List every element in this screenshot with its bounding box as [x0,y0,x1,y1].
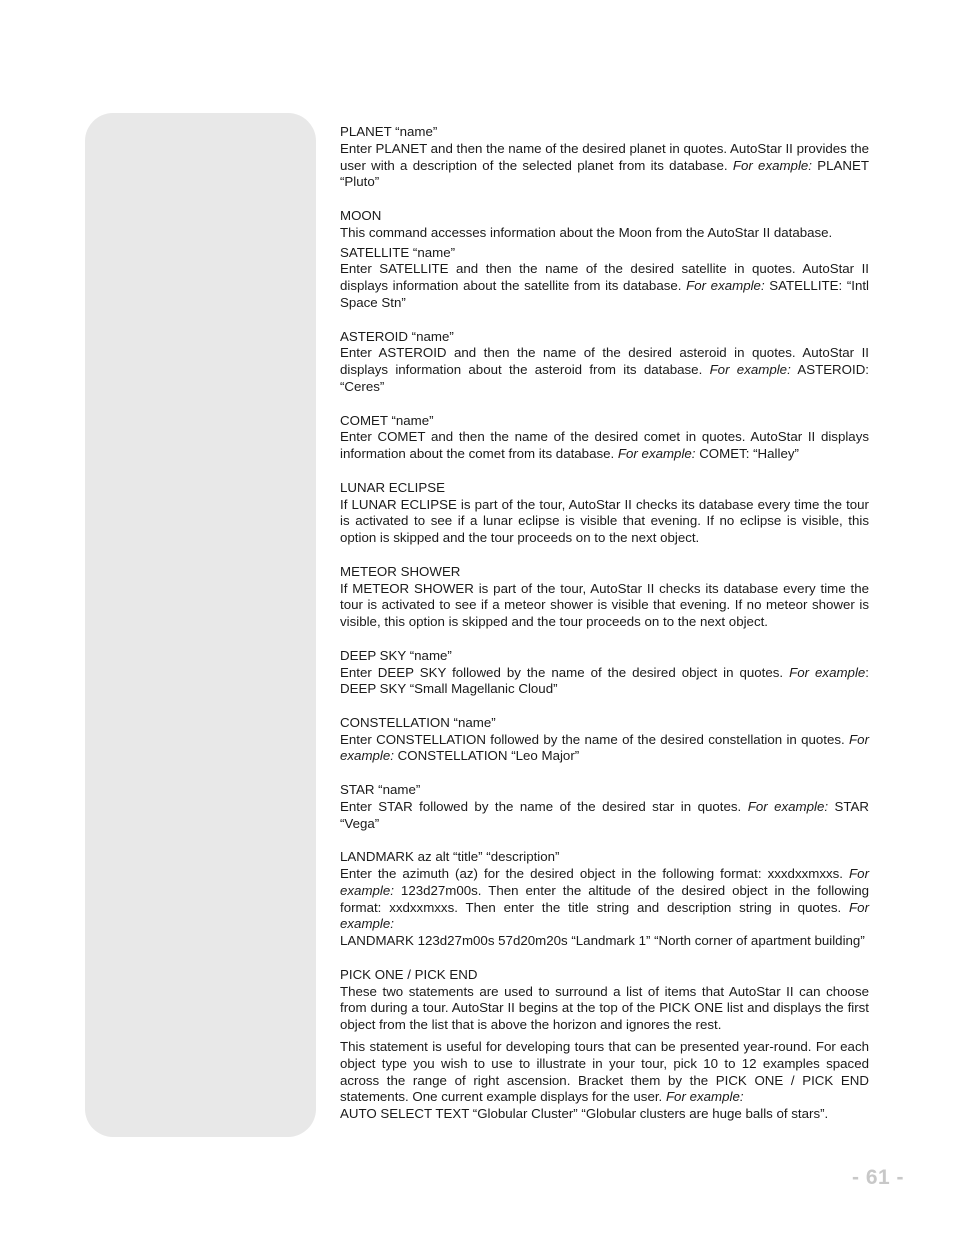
entry-planet [340,124,869,191]
italic-run: For example: [340,866,869,898]
entry-constellation [340,715,869,765]
text-run: ASTEROID: “Ceres” [340,362,869,394]
italic-run: For example: [340,899,869,932]
italic-run: For example: [665,1089,744,1105]
entry-title: PICK ONE / PICK END [340,966,478,982]
entry-body [340,225,869,242]
text-run: Enter CONSTELLATION followed by the name of the desired constellation in quotes. [340,731,850,747]
entry-moon [340,208,869,242]
text-run: These two statements are used to surround a list of items that AutoStar II can choose from during a tour. AutoStar II begins at the top of the PICK ONE list and displays the first object from the list that is above the horizon and ignores the rest. [340,983,869,1033]
italic-run: For example: [686,278,765,294]
text-run: Enter PLANET and then the name of the desired planet in quotes. AutoStar II provides the user with a description of the selected planet from its database. [340,140,870,173]
text-run: Enter ASTEROID and then the name of the desired asteroid in quotes. AutoStar II displays information about the asteroid from its database. [340,345,869,378]
italic-run: For example: [709,362,791,378]
entry-example-line: LANDMARK 123d27m00s 57d20m20s “Landmark 1” “North corner of apartment building” [340,933,865,949]
entry-body [340,141,869,191]
entry-paragraph [340,1039,869,1106]
entry-satellite [340,245,869,312]
entry-body [340,581,869,631]
entry-meteor-shower [340,564,869,631]
text-run: SATELLITE: “Intl Space Stn” [340,278,870,310]
entry-title: ASTEROID “name” [340,328,454,344]
entry-title: LUNAR ECLIPSE [340,479,445,495]
text-run: 123d27m00s. Then enter the altitude of the desired object in the following format: xxdxxmxxs. Then enter the title string and description string in quotes. [340,882,869,915]
entry-lunar-eclipse [340,480,869,547]
entry-body [340,732,869,766]
document-body [340,124,869,1123]
entry-body [340,497,869,547]
entry-star [340,782,869,832]
entry-title: SATELLITE “name” [340,244,456,260]
italic-run: For example: [340,731,869,764]
italic-run: For example: [617,446,696,462]
italic-run: For example [789,664,866,680]
italic-run: For example: [747,798,829,814]
text-run: STAR “Vega” [340,798,870,831]
text-run: Enter the azimuth (az) for the desired object in the following format: xxxdxxmxxs. [340,866,850,882]
entry-landmark [340,849,869,950]
text-run: Enter COMET and then the name of the desired comet in quotes. AutoStar II displays information about the comet from its database. [340,429,869,462]
page-number: - 61 - [852,1166,905,1189]
entry-body [340,799,869,833]
entry-title: COMET “name” [340,412,434,428]
entry-title: PLANET “name” [340,124,438,139]
text-run: If METEOR SHOWER is part of the tour, AutoStar II checks its database every time the tour is activated to see if a meteor shower is visible that evening. If no meteor shower is visible, this option is skipped and the tour proceeds on to the next object. [340,580,869,630]
text-run: CONSTELLATION “Leo Major” [393,748,580,764]
text-run: Enter SATELLITE and then the name of the desired satellite in quotes. AutoStar II displays information about the satellite from its database. [340,261,869,294]
entry-deep-sky [340,648,869,698]
entry-paragraph [340,984,869,1034]
entry-body [340,665,869,699]
entry-title: METEOR SHOWER [340,563,461,579]
entry-body [340,429,869,463]
entry-title: CONSTELLATION “name” [340,714,496,730]
entry-body [340,345,869,395]
text-run: COMET: “Halley” [695,446,799,462]
sidebar-panel [85,113,316,1137]
text-run: PLANET “Pluto” [340,157,869,190]
entry-pick-one [340,967,869,1123]
text-run: Enter DEEP SKY followed by the name of the desired object in quotes. [340,664,790,680]
text-run: Enter STAR followed by the name of the desired star in quotes. [340,798,748,814]
text-run: If LUNAR ECLIPSE is part of the tour, AutoStar II checks its database every time the tour is activated to see if a lunar eclipse is visible that evening. If no eclipse is visible, this option is skipped and the tour proceeds on to the next object. [340,496,869,546]
text-run: This command accesses information about the Moon from the AutoStar II database. [340,224,833,240]
entry-body [340,261,869,311]
entry-title: LANDMARK az alt “title” “description” [340,849,560,865]
entry-body [340,866,869,933]
entry-asteroid [340,329,869,396]
entry-example-line: AUTO SELECT TEXT “Globular Cluster” “Globular clusters are huge balls of stars”. [340,1106,829,1122]
italic-run: For example: [732,157,812,173]
entry-title: STAR “name” [340,782,421,798]
text-run: This statement is useful for developing tours that can be presented year-round. For each object type you wish to use to illustrate in your tour, pick 10 to 12 examples spaced across the range of right ascension. Bracket them by the PICK ONE / PICK END statements. One current example displays for the user. [340,1039,869,1105]
entry-comet [340,413,869,463]
entry-title: DEEP SKY “name” [340,647,452,663]
entry-title: MOON [340,207,382,223]
text-run: : DEEP SKY “Small Magellanic Cloud” [340,664,869,697]
